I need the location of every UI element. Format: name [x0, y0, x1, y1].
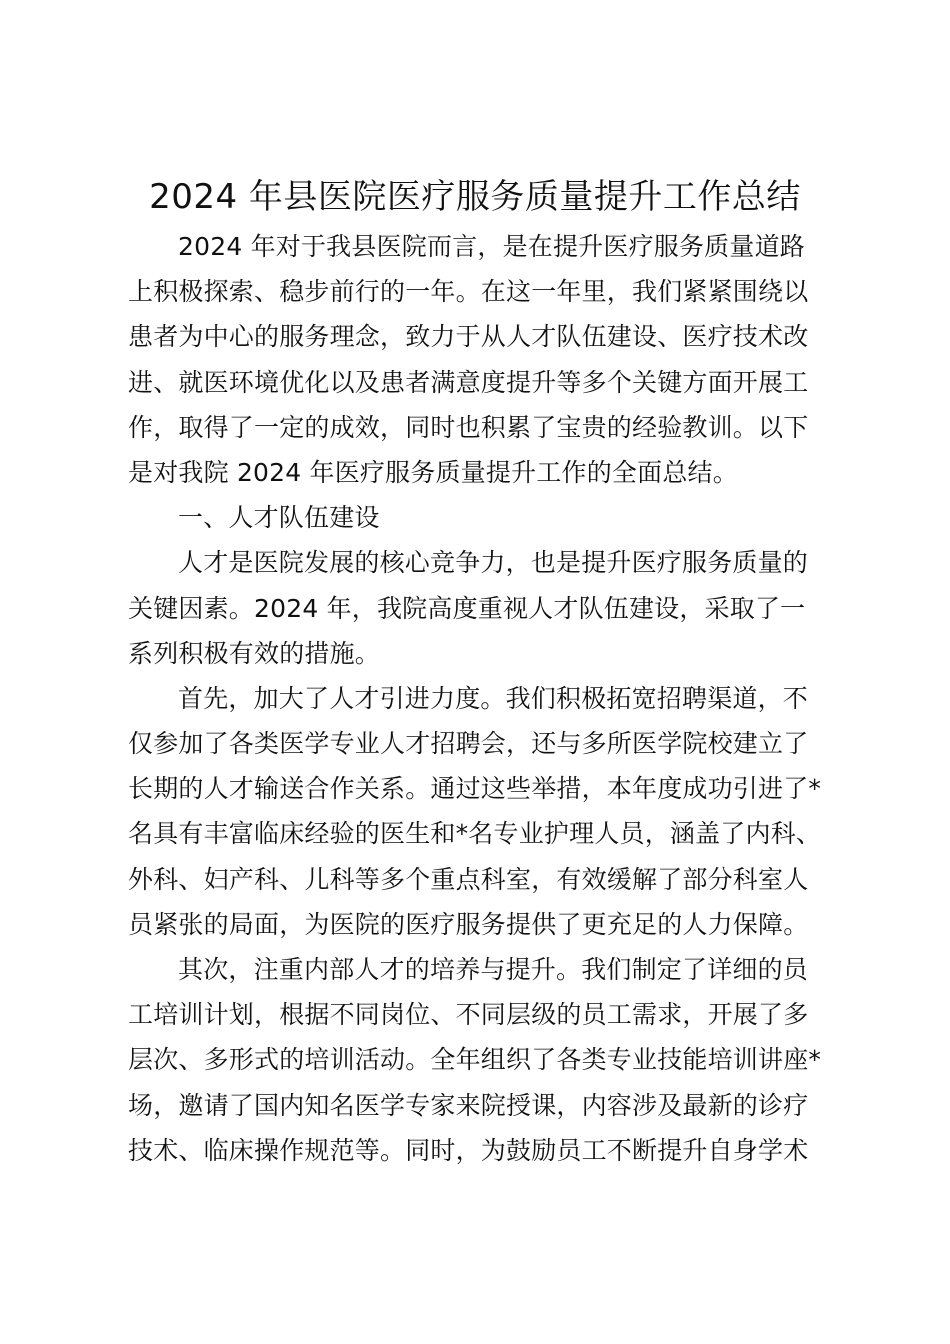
text-line: 场，邀请了国内知名医学专家来院授课，内容涉及最新的诊疗 [128, 1090, 809, 1120]
text-line: 上积极探索、稳步前行的一年。在这一年里，我们紧紧围绕以 [128, 277, 809, 307]
text-line: 层次、多形式的培训活动。全年组织了各类专业技能培训讲座* [128, 1045, 822, 1075]
text-line: 名具有丰富临床经验的医生和*名专业护理人员，涵盖了内科、 [128, 819, 822, 849]
text-line: 仅参加了各类医学专业人才招聘会，还与多所医学院校建立了 [128, 729, 809, 759]
text-line: 进、就医环境优化以及患者满意度提升等多个关键方面开展工 [128, 367, 809, 397]
text-line: 工培训计划，根据不同岗位、不同层级的员工需求，开展了多 [128, 1000, 809, 1030]
text-line: 系列积极有效的措施。 [128, 638, 381, 668]
document-title: 2024 年县医院医疗服务质量提升工作总结 [149, 177, 801, 217]
text-line: 关键因素。2024 年，我院高度重视人才队伍建设，采取了一 [128, 593, 806, 623]
text-line: 首先，加大了人才引进力度。我们积极拓宽招聘渠道，不 [178, 683, 809, 713]
text-line: 外科、妇产科、儿科等多个重点科室，有效缓解了部分科室人 [128, 864, 809, 894]
text-line: 人才是医院发展的核心竞争力，也是提升医疗服务质量的 [178, 548, 809, 578]
text-line: 一、人才队伍建设 [178, 503, 380, 533]
text-line: 长期的人才输送合作关系。通过这些举措，本年度成功引进了* [128, 774, 822, 804]
text-line: 其次，注重内部人才的培养与提升。我们制定了详细的员 [178, 955, 809, 984]
text-line: 技术、临床操作规范等。同时，为鼓励员工不断提升自身学术 [128, 1135, 809, 1165]
text-line: 作，取得了一定的成效，同时也积累了宝贵的经验教训。以下 [128, 412, 809, 442]
text-line: 患者为中心的服务理念，致力于从人才队伍建设、医疗技术改 [128, 322, 809, 352]
text-line: 是对我院 2024 年医疗服务质量提升工作的全面总结。 [128, 457, 738, 487]
text-line: 员紧张的局面，为医院的医疗服务提供了更充足的人力保障。 [128, 909, 809, 939]
document-body [128, 224, 828, 1173]
text-line: 2024 年对于我县医院而言，是在提升医疗服务质量道路 [178, 232, 805, 261]
